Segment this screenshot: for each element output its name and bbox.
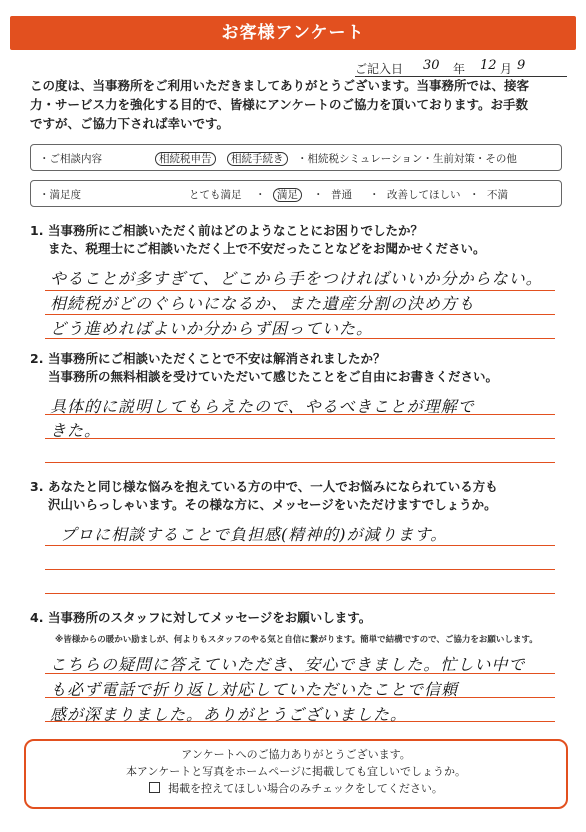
question-text: 当事務所のスタッフに対してメッセージをお願いします。 <box>48 610 372 625</box>
intro-line: この度は、当事務所をご利用いただきましてありがとうございます。当事務所では、接客 <box>30 78 530 93</box>
date-month-unit: 月 <box>500 62 513 76</box>
intro-text <box>30 76 560 133</box>
question-3 <box>30 478 570 514</box>
question-text: あなたと同じ様な悩みを抱えている方の中で、一人でお悩みになられている方も <box>48 479 498 494</box>
footer-question: 本アンケートと写真をホームページに掲載しても宜しいでしょうか。 <box>125 765 467 778</box>
intro-line: ですが、ご協力下されば幸いです。 <box>30 116 230 131</box>
answer-2-line[interactable]: 具体的に説明してもらえたので、やるべきことが理解で <box>50 397 475 416</box>
date-day: 9 <box>517 58 526 73</box>
date-year: 30 <box>423 58 440 73</box>
option-inheritance-procedure[interactable]: 相続手続き <box>227 152 288 166</box>
question-text: 当事務所にご相談いただくことで不安は解消されましたか？ <box>48 351 386 366</box>
question-number: 1. <box>30 223 44 238</box>
footer-thanks: アンケートへのご協力ありがとうございます。 <box>181 748 411 761</box>
separator: ・ <box>369 189 380 201</box>
separator: ・ <box>469 189 480 201</box>
question-text: また、税理士にご相談いただく上で不安だったことなどをお聞かせください。 <box>48 241 486 256</box>
question-number: 4. <box>30 610 44 625</box>
answer-1-line[interactable]: どう進めればよいか分からず困っていた。 <box>50 319 374 338</box>
answer-4-line[interactable]: も必ず電話で折り返し対応していただいたことで信頼 <box>50 680 459 699</box>
option-inheritance-tax-filing[interactable]: 相続税申告 <box>155 152 216 166</box>
question-2 <box>30 350 570 386</box>
question-text: 当事務所の無料相談を受けていただいて感じたことをご自由にお書きください。 <box>48 369 499 384</box>
option-dissatisfied[interactable]: 不満 <box>487 189 508 201</box>
ruled-line <box>45 462 555 463</box>
footer-box <box>24 739 568 809</box>
ruled-line <box>45 545 555 546</box>
question-text: 当事務所にご相談いただく前はどのようなことにお困りでしたか？ <box>48 223 424 238</box>
question-text: 沢山いらっしゃいます。その様な方に、メッセージをいただけますでしょうか。 <box>48 497 497 512</box>
ruled-line <box>45 314 555 315</box>
option-satisfied[interactable]: 満足 <box>273 188 302 202</box>
page-title: お客様アンケート <box>221 23 365 43</box>
satisfaction-label: ・満足度 <box>39 189 81 201</box>
answer-3-line[interactable]: プロに相談することで負担感(精神的)が減ります。 <box>60 525 448 544</box>
question-4 <box>30 609 570 627</box>
option-other-services[interactable]: ・相続税シミュレーション・生前対策・その他 <box>297 153 517 165</box>
question-number: 2. <box>30 351 44 366</box>
date-month: 12 <box>480 58 497 73</box>
answer-4-line[interactable]: こちらの疑問に答えていただき、安心できました。忙しい中で <box>50 655 526 674</box>
option-very-satisfied[interactable]: とても満足 <box>189 189 242 201</box>
title-banner <box>10 16 576 50</box>
separator: ・ <box>255 189 266 201</box>
question-number: 3. <box>30 479 44 494</box>
publish-opt-out-checkbox[interactable] <box>149 782 160 793</box>
satisfaction-box[interactable] <box>30 180 562 207</box>
date-label: ご記入日 <box>355 62 404 76</box>
answer-4-line[interactable]: 感が深まりました。ありがとうございました。 <box>50 705 408 724</box>
option-normal[interactable]: 普通 <box>331 189 352 201</box>
answer-1-line[interactable]: やることが多すぎて、どこから手をつければいいか分からない。 <box>50 269 543 288</box>
answer-2-line[interactable]: きた。 <box>50 421 102 440</box>
ruled-line <box>45 569 555 570</box>
separator: ・ <box>313 189 324 201</box>
consult-content-box[interactable] <box>30 144 562 171</box>
option-want-improvement[interactable]: 改善してほしい <box>387 189 461 201</box>
answer-1-line[interactable]: 相続税がどのぐらいになるか、また遺産分割の決め方も <box>50 294 476 313</box>
consult-label: ・ご相談内容 <box>39 153 102 165</box>
ruled-line <box>45 593 555 594</box>
encouragement-note: ※皆様からの暖かい励ましが、何よりもスタッフのやる気と自信に繋がります。簡単で結構ですので、ご協力をお願いします。 <box>55 635 538 645</box>
footer-checkbox-label: 掲載を控えてほしい場合のみチェックをしてください。 <box>168 782 443 795</box>
question-1 <box>30 222 570 258</box>
intro-line: 力・サービス力を強化する目的で、皆様にアンケートのご協力を頂いております。お手数 <box>30 97 529 112</box>
date-year-unit: 年 <box>453 62 466 76</box>
